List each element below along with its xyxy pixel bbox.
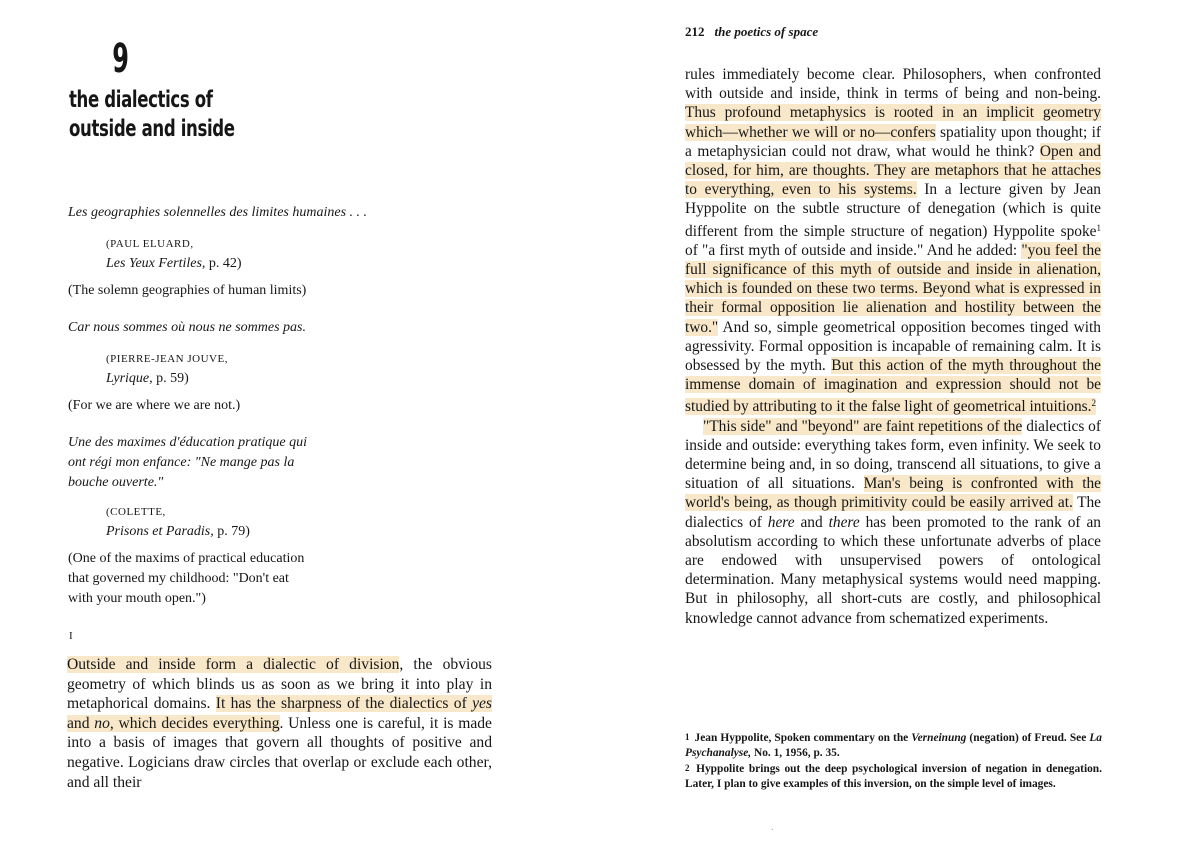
epigraph-1-translation-line-1: (The solemn geographies of human limits): [68, 283, 307, 298]
epigraph-3-author: (COLETTE,: [106, 506, 166, 518]
footnote-number: 1: [685, 732, 690, 742]
running-header: [685, 24, 818, 40]
epigraph-2-quote-line-1: Car nous sommes où nous ne sommes pas.: [68, 320, 307, 335]
text-run: . Unless one is careful, it is made into a basis of images that govern all thoughts of positive and negative. Logicians draw circles that overlap or exclude each other, and all their: [67, 714, 492, 791]
text-run: But this action of the myth throughout the immense domain of imagination and expression should not be studied by attributing to it the false light of geometrical intuitions.: [685, 357, 1101, 416]
epigraph-1-quote-line-1: Les geographies solennelles des limites humaines . . .: [68, 205, 368, 220]
text-run: And so, simple geometrical opposition becomes tinged with agressivity. Formal opposition is incapable of remaining calm. It is obsessed by the myth.: [685, 318, 1101, 375]
running-head-title: the poetics of space: [714, 24, 819, 39]
text-run: The dialectics of: [685, 494, 1102, 531]
epigraph-2-page: p. 59): [152, 371, 189, 386]
epigraph-3-quote-line-1: Une des maximes d'éducation pratique qui: [68, 435, 308, 450]
italic-term: Verneinung: [911, 732, 967, 744]
text-run: Jean Hyppolite, Spoken commentary on the: [691, 732, 912, 744]
epigraph-1-page: p. 42): [205, 256, 242, 271]
epigraph-3-work: Prisons et Paradis,: [106, 524, 214, 539]
epigraph-3-translation-line-3: with your mouth open."): [68, 591, 206, 606]
highlight: Open and closed, for him, are thoughts. They are metaphors that he attaches to everything, even to his systems.: [685, 142, 1102, 199]
chapter-number: 9: [112, 36, 128, 82]
stray-mark: .: [771, 822, 774, 833]
footnote-ref-2: 2: [1091, 398, 1096, 409]
right-body: [685, 65, 1101, 628]
text-run: Hyppolite brings out the deep psychological inversion of negation in denegation. Later, I plan to give examples of this inversion, on the simple level of images.: [685, 763, 1102, 791]
epigraph-2-citation: [106, 349, 228, 389]
text-run: (negation) of Freud. See: [966, 732, 1090, 744]
epigraph-1-author: (PAUL ELUARD,: [106, 238, 194, 250]
epigraph-1-citation: [106, 234, 242, 274]
text-run: , the obvious geometry of which blinds us as soon as we bring it into play in metaphorical domains.: [67, 656, 492, 713]
italic-term-no: no: [94, 714, 110, 732]
text-run: rules immediately become clear. Philosophers, when confronted with outside and inside, think in terms of being and non-being.: [685, 66, 1101, 103]
epigraph-3-translation: [68, 549, 488, 609]
highlight: "This side" and "beyond" are faint repetitions of the: [703, 417, 1023, 435]
footnote-2: [685, 761, 1102, 793]
epigraph-3-translation-line-1: (One of the maxims of practical education: [68, 551, 305, 566]
epigraph-3-quote-line-3: bouche ouverte.": [68, 475, 164, 490]
epigraph-2-translation-line-1: (For we are where we are not.): [68, 398, 241, 413]
epigraph-3-citation: [106, 502, 250, 542]
italic-term-here: here: [767, 513, 795, 531]
text-run: and: [794, 513, 829, 531]
chapter-title-line-2: outside and inside: [69, 116, 235, 142]
epigraph-1-translation: [68, 281, 488, 301]
text-run: dialectics of inside and outside: everything takes form, even infinity. We seek to determine being and, in so doing, transcend all situations, to give a situation of all situations.: [685, 417, 1101, 493]
highlight: "you feel the full significance of this myth of outside and inside in alienation, which is founded on these two terms. Beyond what is expressed in their formal opposition lie alienation and hostility between the two.": [685, 241, 1101, 336]
epigraph-2-translation: [68, 396, 488, 416]
chapter-title-line-1: the dialectics of: [69, 87, 213, 113]
epigraph-3-page: p. 79): [213, 524, 250, 539]
highlight: Thus profound metaphysics is rooted in an implicit geometry which—whether we will or no—confers: [685, 104, 1101, 141]
section-number: I: [69, 630, 73, 642]
chapter-title: [69, 86, 285, 144]
text-run: In a lecture given by Jean Hyppolite on the subtle structure of denegation (which is quite different from the simple structure of negation) Hyppolite spoke: [685, 181, 1101, 240]
page-number: 212: [685, 24, 705, 39]
text-run: No. 1, 1956, p. 35.: [751, 747, 840, 760]
italic-term-there: there: [828, 513, 860, 531]
epigraph-3-translation-line-2: that governed my childhood: "Don't eat: [68, 571, 289, 586]
text-run: It has the sharpness of the dialectics of: [215, 695, 473, 713]
epigraph-3-quote: [68, 433, 488, 493]
epigraph-3-quote-line-2: ont régi mon enfance: "Ne mange pas la: [68, 455, 295, 470]
footnote-ref-1: 1: [1096, 222, 1101, 233]
right-paragraph-1: [685, 65, 1101, 417]
epigraph-2-work: Lyrique,: [106, 371, 153, 386]
epigraph-2-author: (PIERRE-JEAN JOUVE,: [106, 353, 228, 365]
text-run: has been promoted to the rank of an absolutism according to which these unfortunate adverbs of place are endowed with unsupervised powers of ontological determination. Many metaphysical systems would need mapping. But in philosophy, all short-cuts are costly, and philosophical knowledge cannot advance from schematized experiments.: [685, 513, 1101, 627]
footnote-number: 2: [685, 763, 690, 773]
left-body-paragraph: [67, 655, 492, 792]
text-run: , which decides everything: [109, 714, 280, 732]
highlight: Outside and inside form a dialectic of division: [67, 656, 400, 673]
text-run: and: [67, 714, 95, 732]
epigraph-1-quote: [68, 203, 488, 223]
epigraph-2-quote: [68, 318, 488, 338]
epigraph-1-work: Les Yeux Fertiles,: [106, 256, 206, 271]
right-paragraph-2: [685, 417, 1101, 628]
text-run: spatiality upon thought; if a metaphysician could not draw, what would he think?: [685, 123, 1101, 160]
highlight: Man's being is confronted with the world's being, as though primitivity could be easily arrived at.: [685, 475, 1102, 512]
footnote-1: [685, 730, 1102, 762]
italic-term-yes: yes: [472, 695, 493, 713]
text-run: of "a first myth of outside and inside." And he added:: [685, 241, 1022, 259]
italic-term: La Psychanalyse,: [685, 732, 1102, 760]
